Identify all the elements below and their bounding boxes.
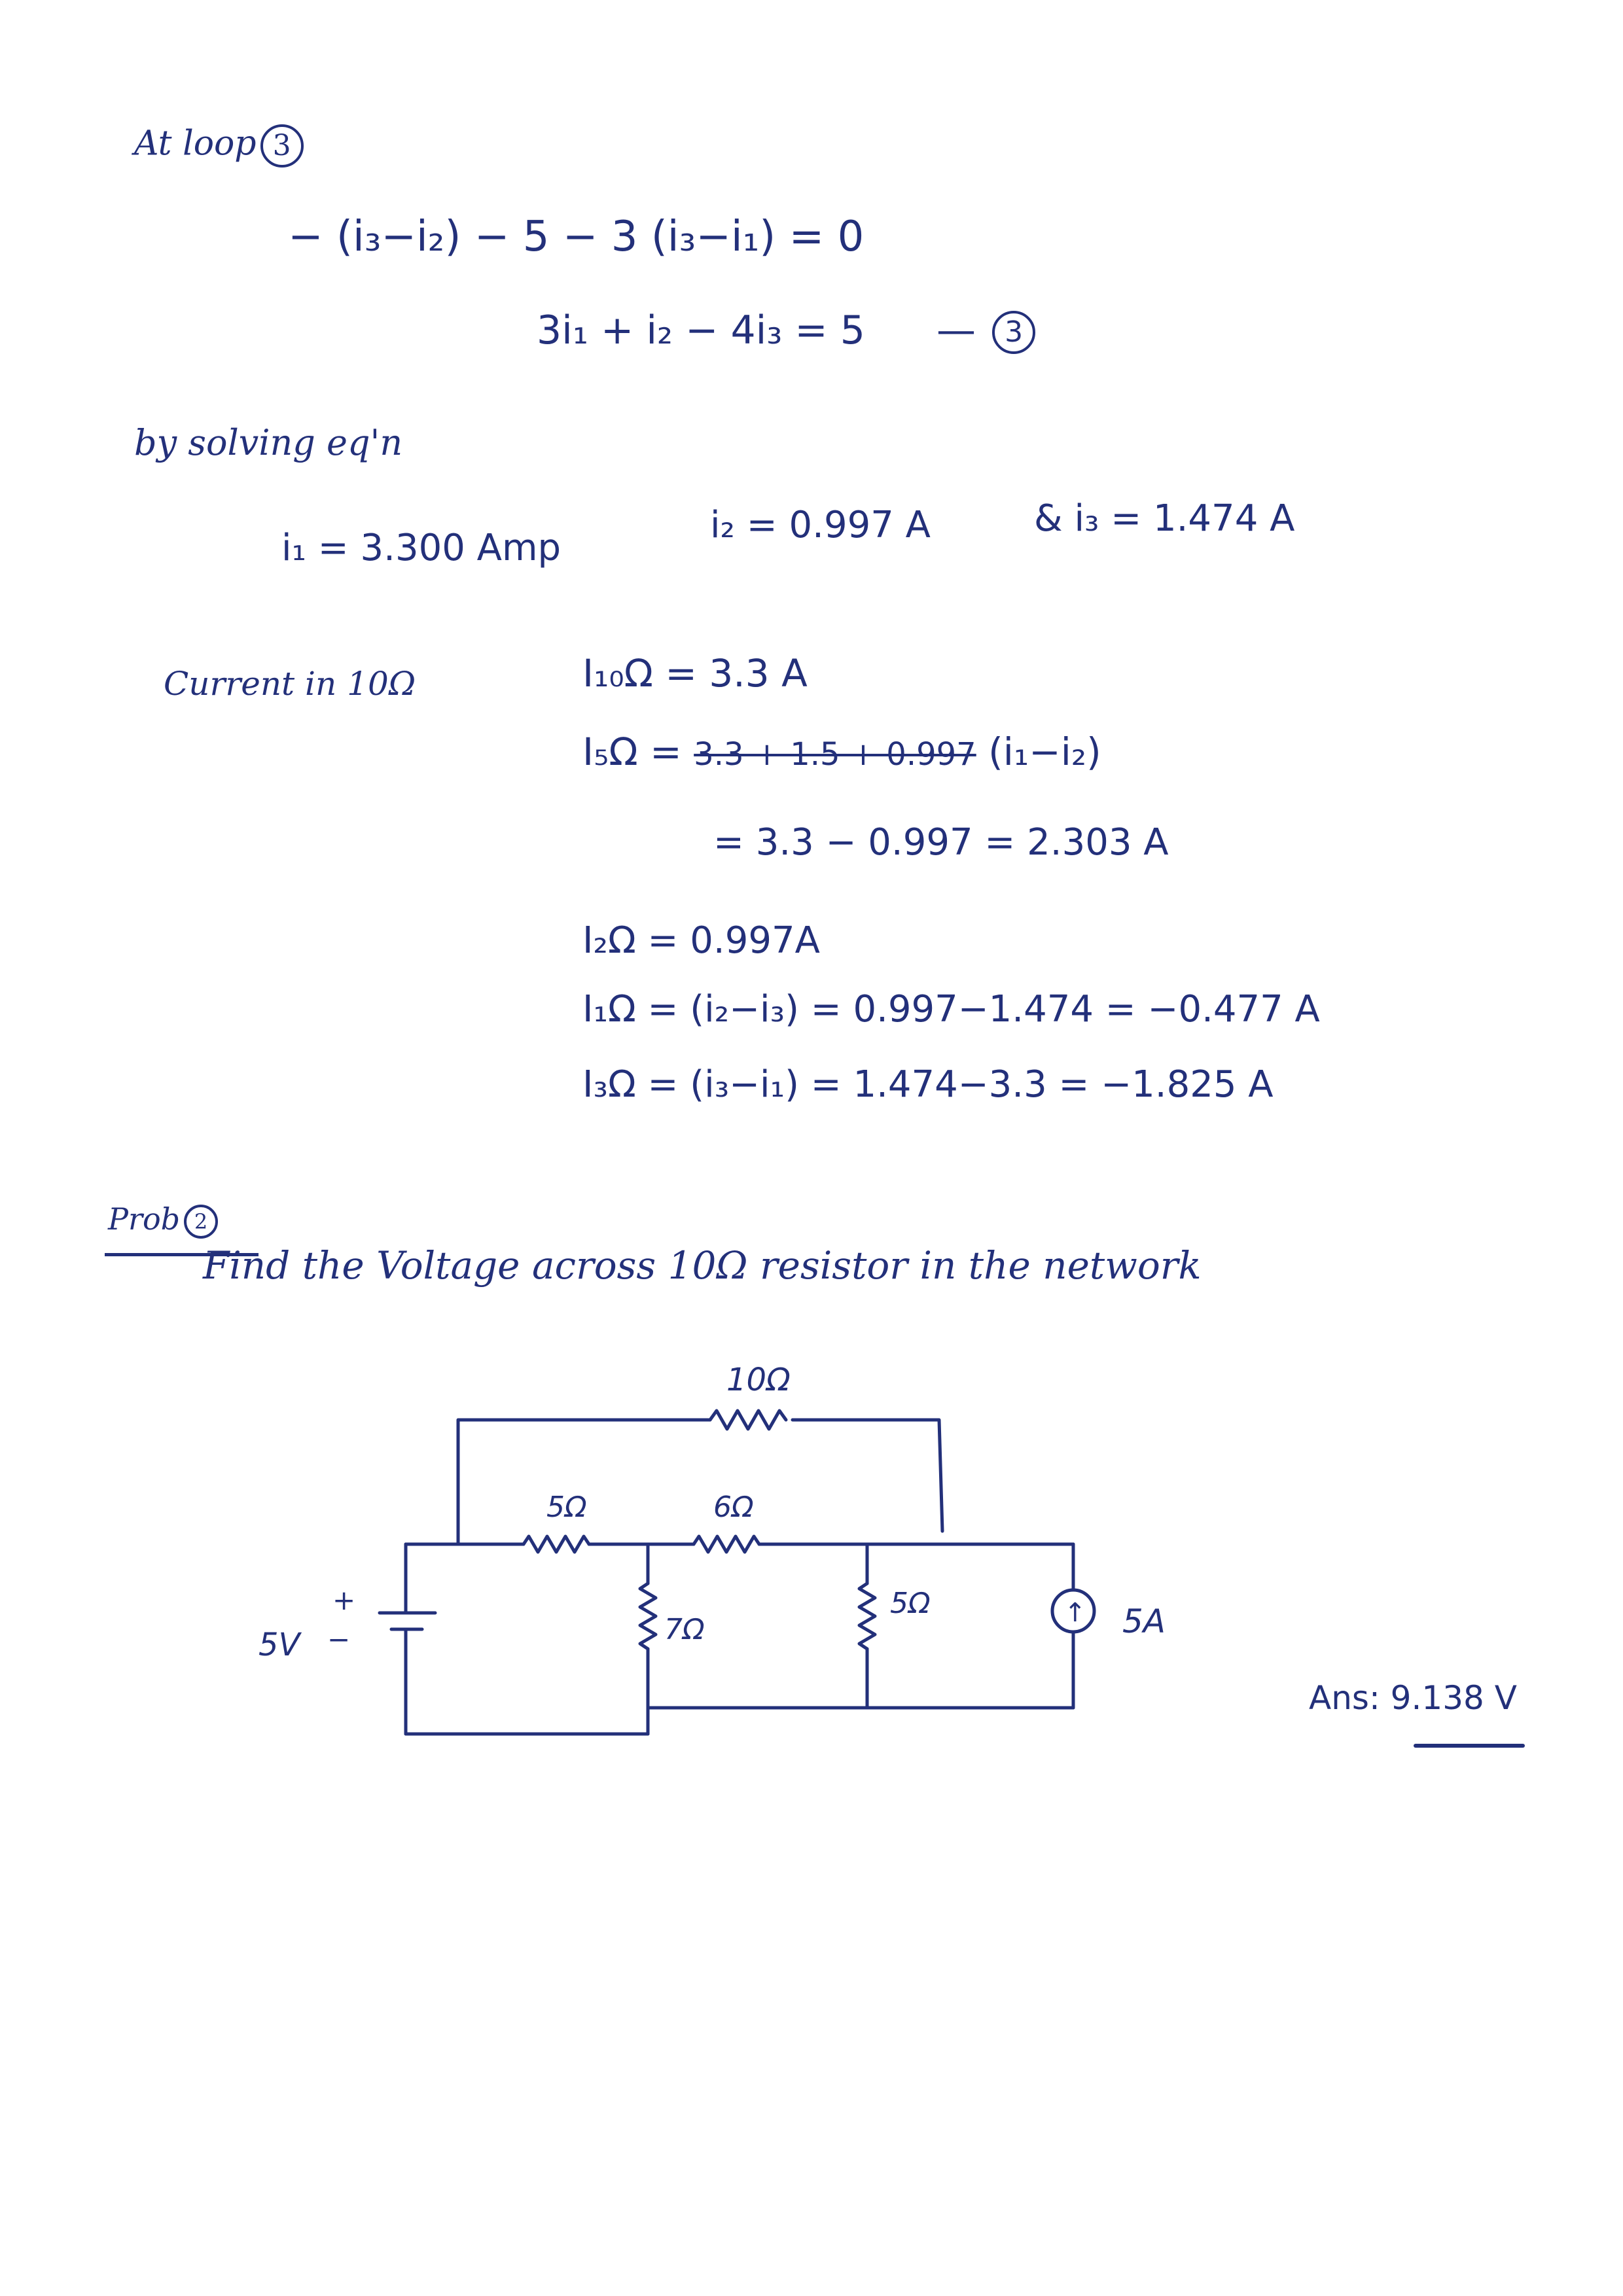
loop3-heading-number: 3 bbox=[260, 124, 304, 168]
equation-number: 3 bbox=[992, 311, 1035, 354]
loop3-heading-text: At loop bbox=[134, 124, 257, 164]
label-source-v: 5V bbox=[259, 1627, 300, 1663]
answer-underline bbox=[1414, 1744, 1525, 1748]
label-minus: − bbox=[327, 1623, 351, 1655]
wire-top-loop-right bbox=[793, 1420, 942, 1531]
label-source-i: 5A bbox=[1122, 1602, 1166, 1640]
equation-dash: — bbox=[936, 308, 976, 353]
current-label: Current in 10Ω bbox=[164, 665, 416, 703]
i2-value: i₂ = 0.997 A bbox=[710, 504, 931, 546]
kvl-equation: − (i₃−i₂) − 5 − 3 (i₃−i₁) = 0 bbox=[288, 213, 865, 261]
resistor-7ohm bbox=[640, 1583, 656, 1649]
simplified-equation-text: 3i₁ + i₂ − 4i₃ = 5 bbox=[537, 308, 865, 353]
I5-calc: = 3.3 − 0.997 = 2.303 A bbox=[713, 821, 1169, 864]
solving-label: by solving eq'n bbox=[134, 422, 403, 463]
prob2-label-number: 2 bbox=[184, 1205, 218, 1239]
I5-suffix: (i₁−i₂) bbox=[976, 730, 1101, 774]
label-r-shunt1: 7Ω bbox=[664, 1613, 705, 1646]
label-r-left: 5Ω bbox=[546, 1491, 587, 1524]
resistor-5ohm-series bbox=[524, 1536, 589, 1552]
resistor-10ohm bbox=[710, 1411, 786, 1429]
label-r-mid: 6Ω bbox=[713, 1491, 754, 1524]
answer: Ans: 9.138 V bbox=[1309, 1679, 1517, 1717]
label-r-top: 10Ω bbox=[726, 1362, 791, 1398]
resistor-5ohm-shunt bbox=[859, 1583, 875, 1649]
I5-prefix: I₅Ω = bbox=[582, 730, 694, 774]
resistor-6ohm bbox=[694, 1536, 759, 1552]
label-r-shunt2: 5Ω bbox=[890, 1587, 931, 1620]
prob2-question: Find the Voltage across 10Ω resistor in the network bbox=[203, 1243, 1202, 1288]
I2-value: I₂Ω = 0.997A bbox=[582, 919, 820, 962]
i3-value: & i₃ = 1.474 A bbox=[1034, 497, 1295, 540]
label-plus: + bbox=[332, 1584, 356, 1616]
I3-value: I₃Ω = (i₃−i₁) = 1.474−3.3 = −1.825 A bbox=[582, 1063, 1274, 1106]
wire-top-loop bbox=[458, 1420, 710, 1544]
I1-value: I₁Ω = (i₂−i₃) = 0.997−1.474 = −0.477 A bbox=[582, 988, 1320, 1031]
I5-struck: 3.3 + 1.5 + 0.997 bbox=[694, 736, 976, 773]
i1-value: i₁ = 3.300 Amp bbox=[281, 527, 562, 569]
I10-value: I₁₀Ω = 3.3 A bbox=[582, 651, 808, 696]
current-source-arrow: ↑ bbox=[1064, 1598, 1086, 1628]
prob2-label-text: Prob bbox=[108, 1201, 181, 1237]
